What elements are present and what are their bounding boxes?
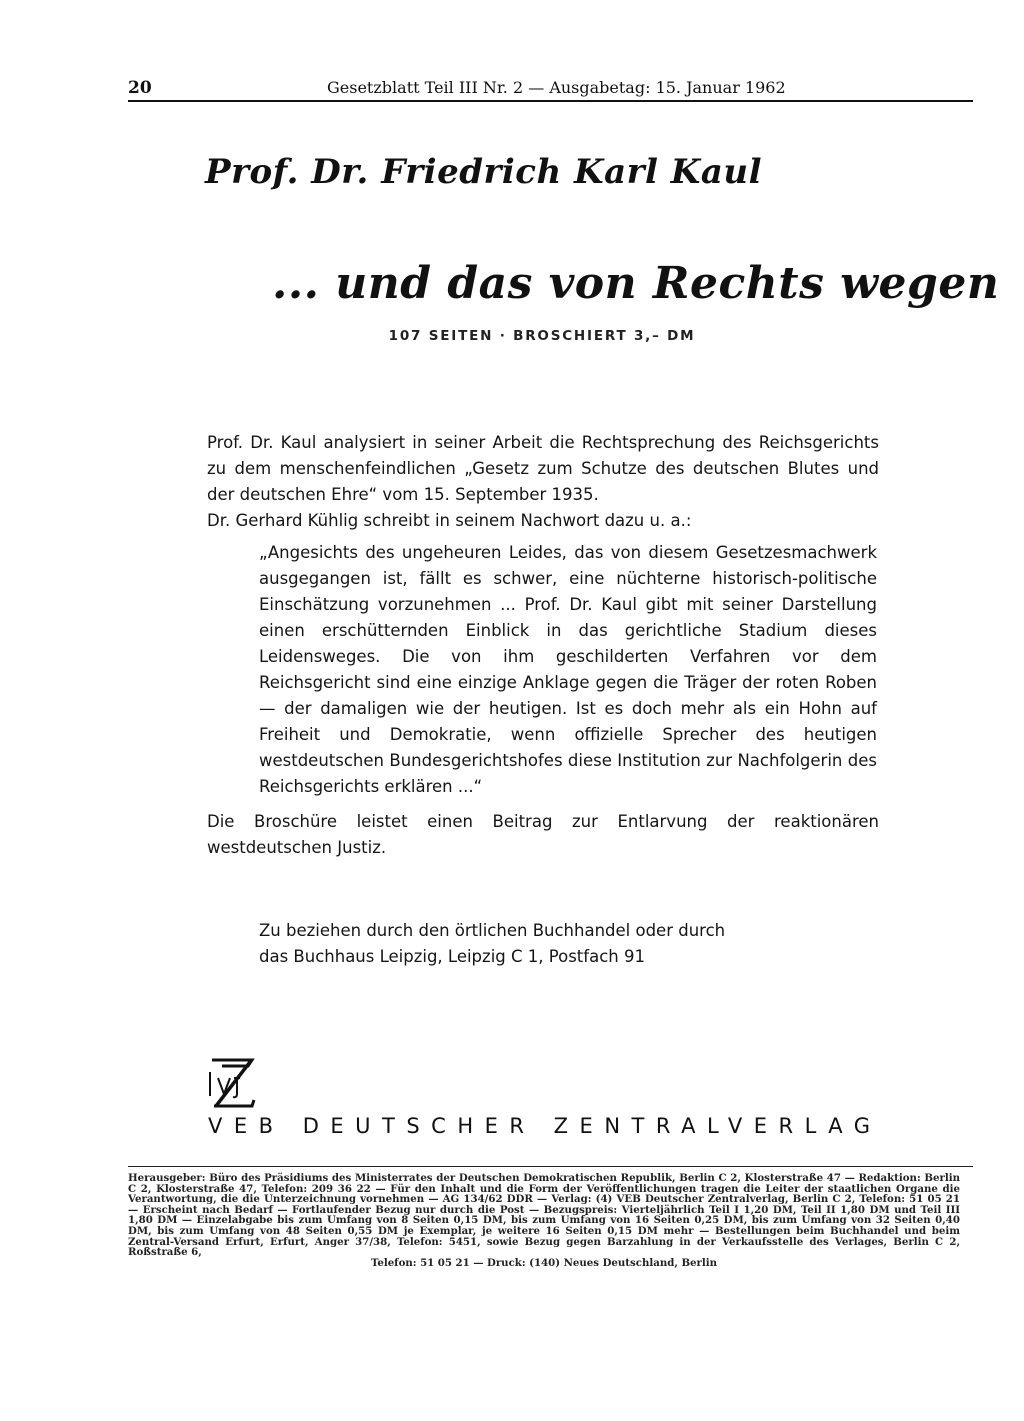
order-line-1: Zu beziehen durch den örtlichen Buchhandel oder durch bbox=[259, 921, 726, 940]
running-title: Gesetzblatt Teil III Nr. 2 — Ausgabetag: 15. Januar 1962 bbox=[327, 78, 786, 97]
intro-paragraph: Prof. Dr. Kaul analysiert in seiner Arbeit die Rechtsprechung des Reichsgerichts zu dem menschenfeindlichen „Gesetz zum Schutze des deutschen Blutes und der deutschen Ehre“ vom 15. September 1935. bbox=[207, 433, 879, 504]
book-title: ... und das von Rechts wegen bbox=[272, 258, 1000, 309]
afterword-intro: Dr. Gerhard Kühlig schreibt in seinem Nachwort dazu u. a.: bbox=[207, 511, 692, 530]
quote-paragraph: „Angesichts des ungeheuren Leides, das von diesem Gesetzesmachwerk ausgegangen ist, fällt es schwer, eine nüchterne historisch-politische Einschätzung vorzunehmen ... Prof. Dr. Kaul gibt mit seiner Darstellung einen erschütternden Einblick in das gerichtliche Stadium dieses Leidensweges. Die von ihm geschilderten Verfahren vor dem Reichsgericht sind eine einzige Anklage gegen die Träger der roten Roben — der damaligen wie der heutigen. Ist es doch mehr als ein Hohn auf Freiheit und Demokratie, wenn offizielle Sprecher des heutigen westdeutschen Bundesgerichtshofes diese Institution zur Nachfolgerin des Reichsgerichts erklären ...“ bbox=[259, 543, 877, 796]
afterword-quote bbox=[259, 540, 877, 800]
publisher-name: VEB DEUTSCHER ZENTRALVERLAG bbox=[208, 1114, 882, 1138]
imprint bbox=[128, 1173, 960, 1268]
header-rule bbox=[128, 100, 973, 102]
imprint-text: Herausgeber: Büro des Präsidiums des Ministerrates der Deutschen Demokratischen Republik, Berlin C 2, Klosterstraße 47 — Redaktion: Berlin C 2, Klosterstraße 47, Telefon: 209 36 22 — Für den Inhalt und die Form der Veröffentlichungen tragen die Leiter der staatlichen Organe die Verantwortung, die die Unterzeichnung vornehmen — AG 134/62 DDR — Verlag: (4) VEB Deutscher Zentralverlag, Berlin C 2, Telefon: 51 05 21 — Erscheint nach Bedarf — Fortlaufender Bezug nur durch die Post — Bezugspreis: Vierteljährlich Teil I 1,20 DM, Teil II 1,80 DM und Teil III 1,80 DM — Einzelabgabe bis zum Umfang von 8 Seiten 0,15 DM, bis zum Umfang von 16 Seiten 0,25 DM, bis zum Umfang von 32 Seiten 0,40 DM, bis zum Umfang von 48 Seiten 0,55 DM je Exemplar, je weitere 16 Seiten 0,15 DM mehr — Bestellungen beim Buchhandel und beim Zentral-Versand Erfurt, Erfurt, Anger 37/38, Telefon: 5451, sowie Bezug gegen Barzahlung in der Verkaufsstelle des Verlages, Berlin C 2, Roßstraße 6, bbox=[128, 1172, 960, 1259]
intro-section bbox=[207, 430, 879, 534]
book-details bbox=[0, 328, 1024, 344]
book-author: Prof. Dr. Friedrich Karl Kaul bbox=[205, 152, 763, 192]
imprint-rule bbox=[128, 1166, 973, 1167]
order-info bbox=[259, 918, 739, 970]
veb-zentralverlag-logo-icon bbox=[206, 1056, 260, 1112]
page-number: 20 bbox=[128, 78, 152, 98]
order-line-2: das Buchhaus Leipzig, Leipzig C 1, Postfach 91 bbox=[259, 947, 645, 966]
book-details-text: 107 SEITEN · BROSCHIERT 3,– DM bbox=[388, 328, 696, 344]
imprint-last-line: Telefon: 51 05 21 — Druck: (140) Neues Deutschland, Berlin bbox=[370, 1256, 718, 1269]
summary-paragraph: Die Broschüre leistet einen Beitrag zur Entlarvung der reaktionären westdeutschen Justiz. bbox=[207, 812, 879, 857]
summary-section bbox=[207, 809, 879, 861]
